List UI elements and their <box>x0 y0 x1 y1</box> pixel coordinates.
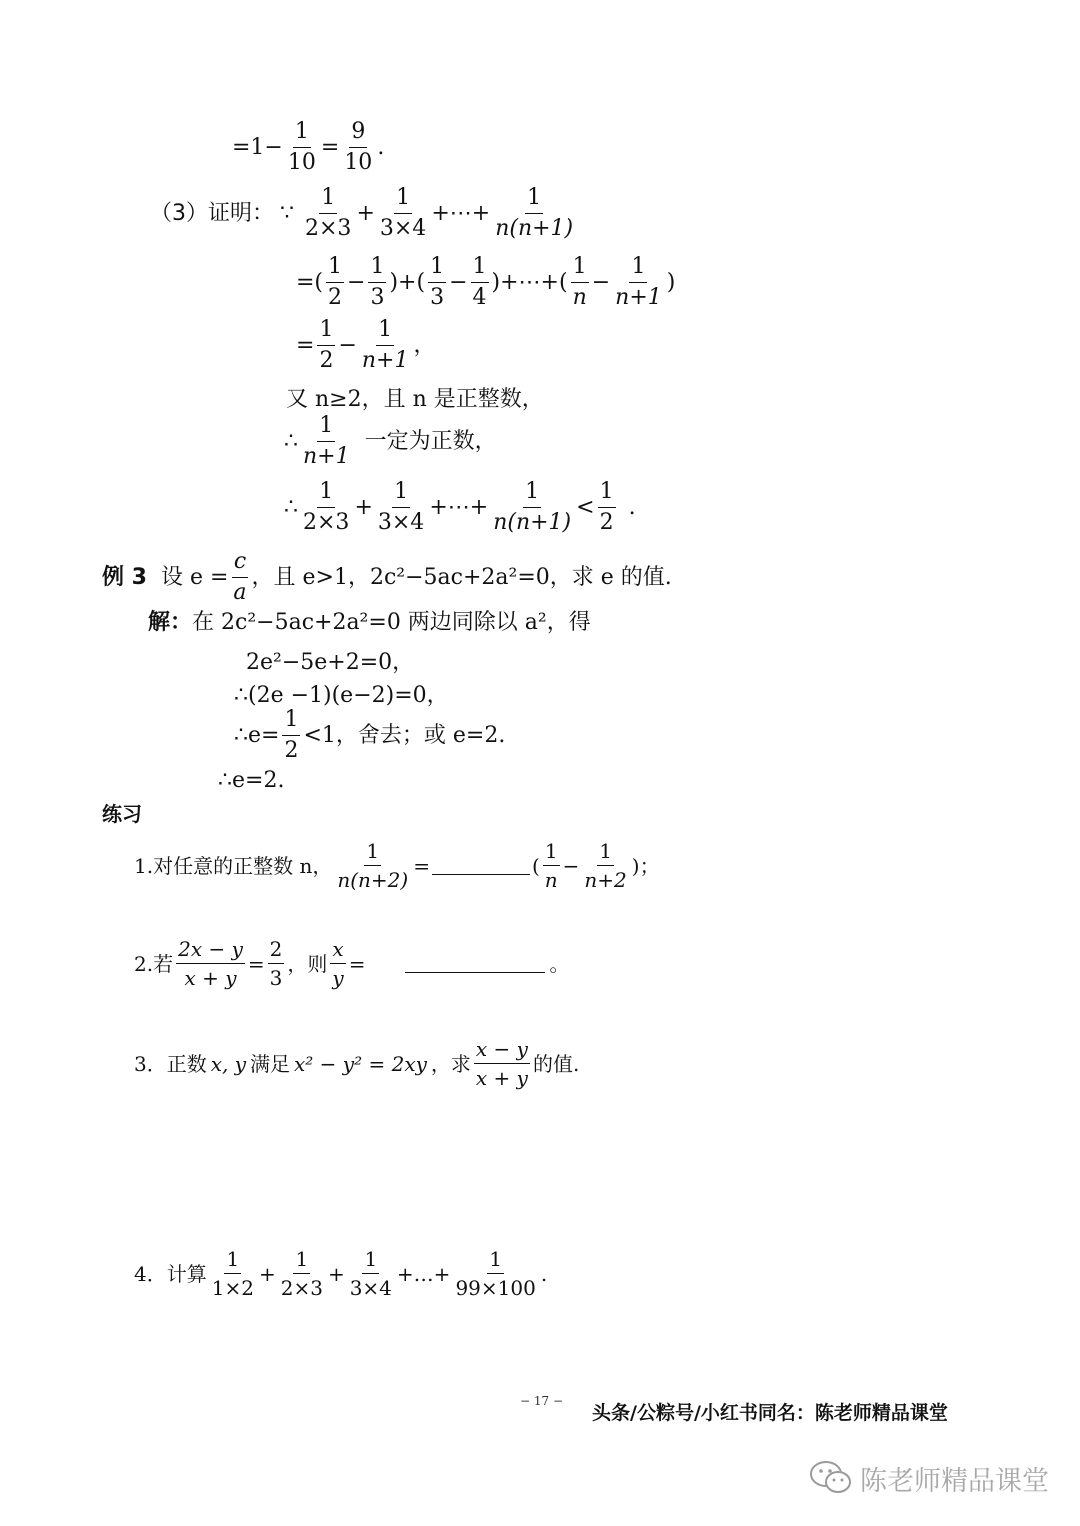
fraction <box>303 186 353 241</box>
eq-text: )； <box>631 853 660 878</box>
question-text: 满足 <box>250 1051 291 1076</box>
ellipsis: +…+ <box>396 1261 451 1286</box>
numerator: 2x − y <box>176 938 245 964</box>
denominator: n+1 <box>615 285 662 311</box>
watermark <box>808 1458 1049 1498</box>
denominator: x + y <box>475 1066 528 1090</box>
proof-condition: 又 n≥2，且 n 是正整数， <box>286 387 544 412</box>
eq-text: 在 2c²−5ac+2a²=0 两边同除以 a²，得 <box>192 610 591 635</box>
numerator: 1 <box>364 840 381 866</box>
numerator: 1 <box>326 255 344 283</box>
denominator: 10 <box>344 150 373 176</box>
eq-text: = <box>296 332 315 358</box>
numerator: 1 <box>471 255 489 283</box>
solution-label: 解： <box>148 610 193 635</box>
fraction <box>330 938 345 989</box>
numerator: x <box>330 938 345 964</box>
practice-q1 <box>134 840 660 891</box>
fraction <box>493 186 575 241</box>
fraction <box>582 840 628 891</box>
numerator: 1 <box>293 1248 310 1274</box>
part-label: （3）证明： <box>150 200 274 226</box>
denominator: 3×4 <box>379 216 427 242</box>
denominator: n+1 <box>361 348 409 374</box>
fraction <box>428 255 446 310</box>
question-text: 3．正数 <box>134 1051 207 1076</box>
solution-eq2: ∴(2e −1)(e−2)=0， <box>234 683 449 708</box>
fraction <box>543 840 560 891</box>
fraction <box>326 255 344 310</box>
fraction <box>231 550 248 605</box>
numerator: 1 <box>523 480 541 508</box>
fraction <box>491 480 573 535</box>
page-number: − 17 − <box>520 1394 564 1408</box>
denominator: n+2 <box>584 868 627 892</box>
answer-blank[interactable] <box>405 954 545 973</box>
math-expr: x² − y² = 2xy <box>294 1051 427 1076</box>
fraction <box>376 480 426 535</box>
watermark-text: 陈老师精品课堂 <box>860 1465 1049 1497</box>
numerator: x − y <box>474 1038 530 1064</box>
because-symbol: ∵ <box>280 200 294 226</box>
denominator: 3 <box>370 285 385 311</box>
fraction <box>471 255 489 310</box>
numerator: 1 <box>543 840 560 866</box>
fraction <box>176 938 245 989</box>
fraction <box>453 1248 537 1299</box>
denominator: 10 <box>287 150 316 176</box>
denominator: n(n+1) <box>495 216 574 242</box>
solution-eq4: ∴e=2. <box>218 768 285 793</box>
fraction <box>335 840 410 891</box>
eq-text: = <box>247 951 265 976</box>
fraction <box>317 318 335 373</box>
question-text: 2.若 <box>134 951 174 976</box>
solution-eq1: 2e²−5e+2=0， <box>246 650 415 675</box>
denominator: 3×4 <box>377 510 425 536</box>
wechat-icon <box>808 1458 854 1498</box>
denominator: x + y <box>184 966 237 990</box>
fraction <box>474 1038 530 1089</box>
source-note: 头条/公粽号/小红书同名：陈老师精品课堂 <box>592 1402 948 1424</box>
plus-sign: + <box>356 200 375 226</box>
denominator: 1×2 <box>211 1276 254 1300</box>
question-text: 1.对任意的正整数 n， <box>134 853 333 878</box>
eq-text: ) <box>666 269 676 295</box>
fraction <box>348 1248 394 1299</box>
eq-text: ， <box>413 332 436 358</box>
numerator: 9 <box>349 120 367 148</box>
example3-statement <box>102 550 672 605</box>
eq-text: ∴e= <box>234 722 280 748</box>
example-label: 例 3 <box>102 564 147 590</box>
fraction <box>613 255 664 310</box>
question-text: 4．计算 <box>134 1261 207 1286</box>
solution-intro <box>148 612 591 634</box>
denominator: 2 <box>328 285 343 311</box>
practice-q4 <box>134 1248 547 1299</box>
ellipsis: +⋯+ <box>429 494 489 520</box>
ellipsis: +⋯+ <box>431 200 491 226</box>
question-text: . <box>540 1261 548 1286</box>
practice-q3 <box>134 1038 579 1089</box>
practice-q2 <box>134 938 569 989</box>
fraction <box>368 255 386 310</box>
answer-blank[interactable] <box>432 856 530 875</box>
eq-text: . <box>377 134 385 160</box>
fraction <box>210 1248 256 1299</box>
fraction <box>378 186 428 241</box>
fraction <box>360 318 411 373</box>
denominator: 2×3 <box>280 1276 323 1300</box>
proof-line-1 <box>150 186 578 241</box>
fraction <box>286 120 318 175</box>
denominator: 3 <box>269 966 283 990</box>
denominator: 4 <box>472 285 487 311</box>
less-than: < <box>576 494 595 520</box>
eq-text: )+⋯+( <box>491 269 568 295</box>
denominator: n(n+1) <box>493 510 572 536</box>
denominator: n+1 <box>303 444 350 470</box>
denominator: n <box>544 868 558 892</box>
eq-text: 设 e = <box>160 564 229 590</box>
minus-sign: − <box>449 269 468 295</box>
question-text: ，求 <box>430 1051 471 1076</box>
denominator: y <box>332 966 344 990</box>
numerator: 1 <box>571 255 589 283</box>
therefore-symbol: ∴ <box>284 494 298 520</box>
numerator: 1 <box>282 708 300 736</box>
numerator: 1 <box>368 255 386 283</box>
fraction <box>268 938 285 989</box>
denominator: 2×3 <box>303 510 350 536</box>
fraction <box>571 255 589 310</box>
fraction <box>301 480 351 535</box>
proof-positive <box>284 414 497 469</box>
proof-line-2 <box>296 255 675 310</box>
proof-line-3 <box>296 318 436 373</box>
practice-title: 练习 <box>102 802 142 826</box>
equation-step <box>232 120 384 175</box>
denominator: n(n+2) <box>337 868 409 892</box>
eq-text: = <box>320 134 340 160</box>
eq-text: )+( <box>389 269 426 295</box>
question-text: ，则 <box>287 951 328 976</box>
numerator: 1 <box>362 1248 379 1274</box>
eq-text: 。 <box>549 951 570 976</box>
numerator: 1 <box>317 414 335 442</box>
numerator: 1 <box>394 186 412 214</box>
denominator: 3 <box>430 285 445 311</box>
eq-text: ，且 e>1，2c²−5ac+2a²=0，求 e 的值. <box>251 564 672 590</box>
plus-sign: + <box>258 1261 276 1286</box>
fraction <box>282 708 300 763</box>
numerator: 1 <box>598 480 616 508</box>
question-text: 的值. <box>532 1051 580 1076</box>
eq-text: 一定为正数， <box>364 428 497 454</box>
denominator: 2 <box>599 510 614 536</box>
numerator: 1 <box>317 318 335 346</box>
minus-sign: − <box>338 332 357 358</box>
numerator: 1 <box>376 318 394 346</box>
eq-text: <1，舍去；或 e=2. <box>303 722 506 748</box>
denominator: n <box>572 285 587 311</box>
fraction <box>342 120 374 175</box>
numerator: 1 <box>319 186 337 214</box>
numerator: 1 <box>317 480 335 508</box>
denominator: 2 <box>319 348 334 374</box>
plus-sign: + <box>354 494 373 520</box>
plus-sign: + <box>327 1261 345 1286</box>
fraction <box>598 480 616 535</box>
numerator: 1 <box>224 1248 241 1274</box>
fraction <box>279 1248 325 1299</box>
minus-sign: − <box>591 269 611 295</box>
eq-text: =1− <box>232 134 283 160</box>
eq-text: =( <box>296 269 324 295</box>
math-expr: x, y <box>210 1051 247 1076</box>
denominator: 2 <box>284 738 299 764</box>
eq-text: . <box>628 494 636 520</box>
solution-eq3 <box>234 708 505 763</box>
numerator: 2 <box>268 938 285 964</box>
numerator: 1 <box>597 840 614 866</box>
numerator: 1 <box>293 120 311 148</box>
denominator: 99×100 <box>455 1276 536 1300</box>
eq-text: ( <box>531 853 540 878</box>
numerator: 1 <box>629 255 647 283</box>
denominator: a <box>233 580 247 606</box>
minus-sign: − <box>347 269 366 295</box>
numerator: 1 <box>392 480 410 508</box>
numerator: c <box>232 550 248 578</box>
denominator: 2×3 <box>305 216 352 242</box>
therefore-symbol: ∴ <box>284 428 298 454</box>
minus-sign: − <box>562 853 580 878</box>
denominator: 3×4 <box>349 1276 392 1300</box>
numerator: 1 <box>487 1248 504 1274</box>
eq-text: = <box>413 853 430 878</box>
numerator: 1 <box>428 255 446 283</box>
eq-text: = <box>348 951 366 976</box>
numerator: 1 <box>525 186 543 214</box>
fraction <box>301 414 352 469</box>
proof-conclusion <box>284 480 636 535</box>
